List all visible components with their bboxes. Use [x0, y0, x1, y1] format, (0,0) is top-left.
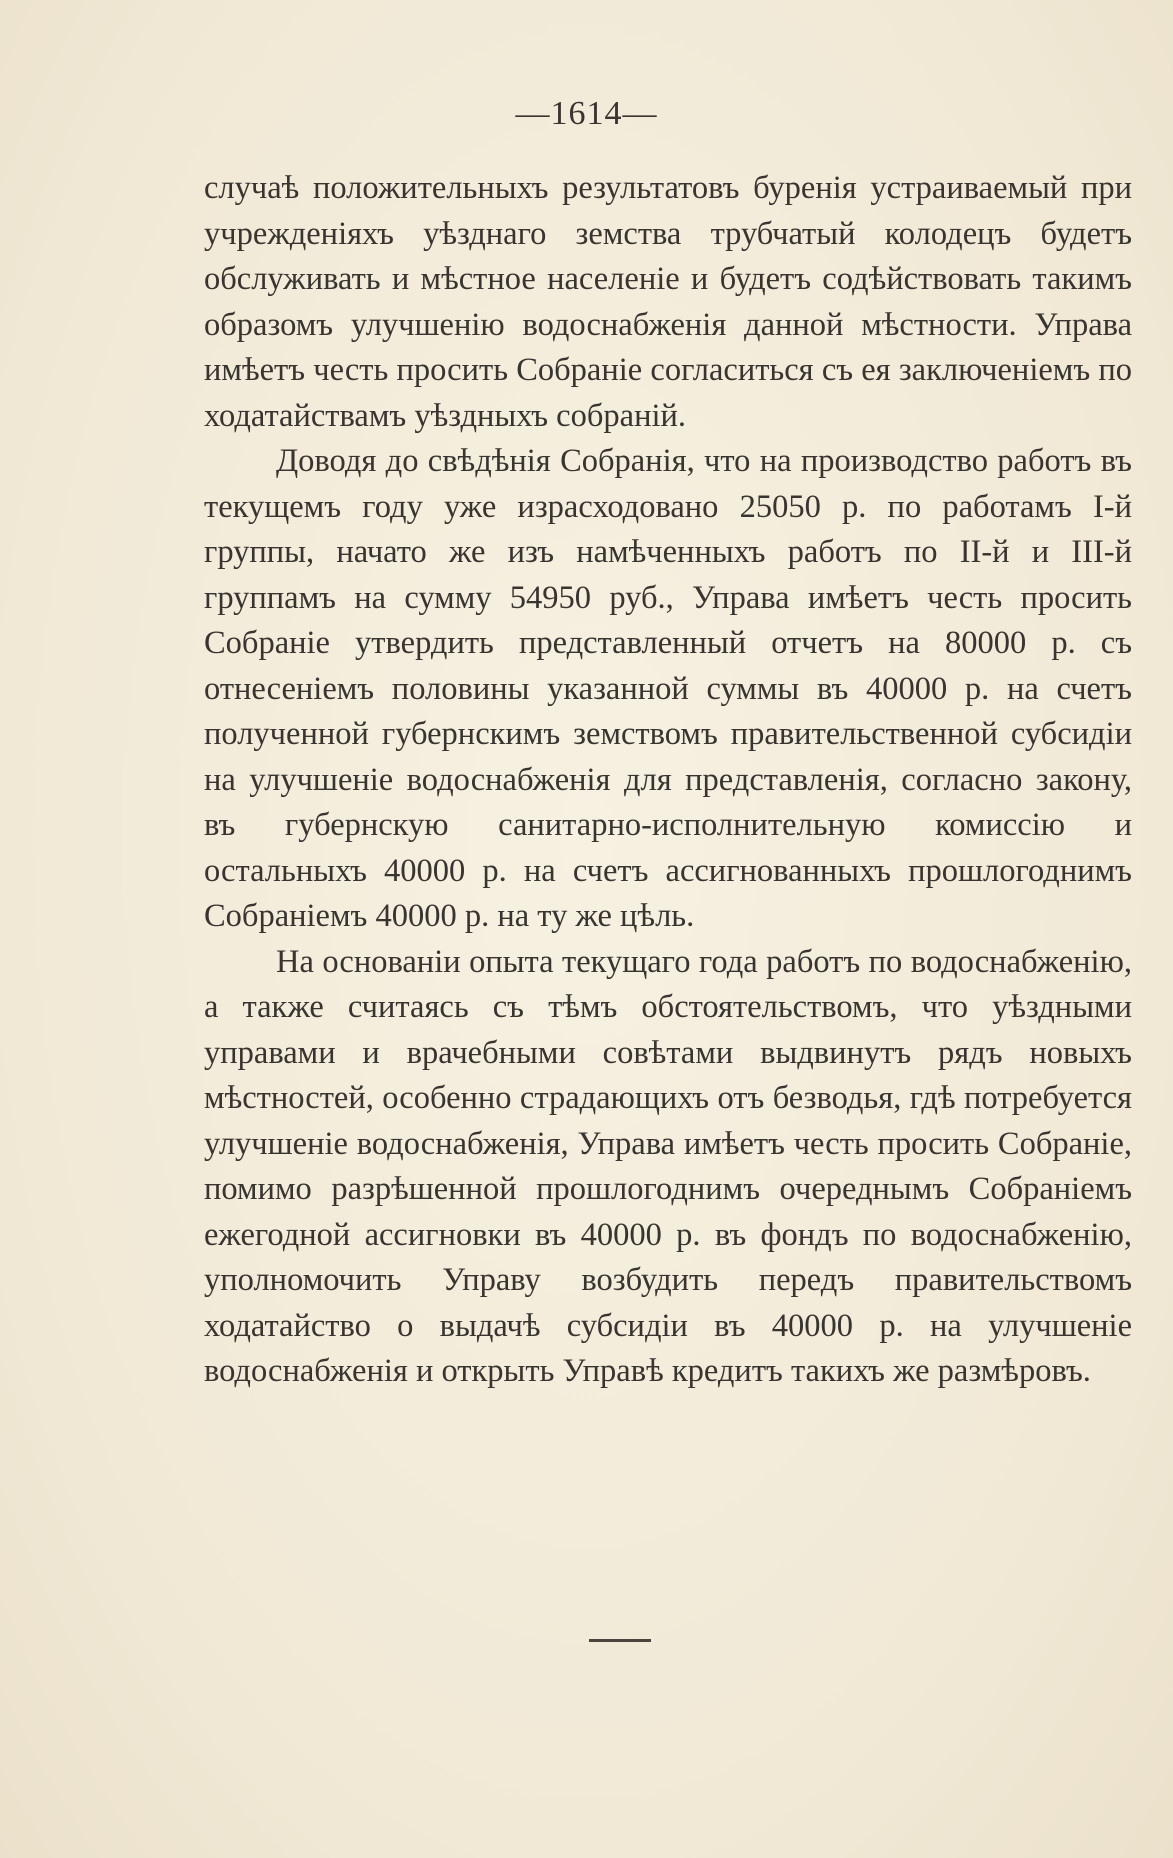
body-text — [204, 166, 1132, 1395]
page-number: —1614— — [515, 95, 658, 132]
paragraph-subsidy-request: На основаніи опыта текущаго года работъ по водоснабженію, а также считаясь съ тѣмъ обстоятельствомъ, что уѣздными управами и врачебными совѣтами выдвинутъ рядъ новыхъ мѣстностей, особенно страдающихъ отъ безводья, гдѣ потребуется улучшеніе водоснабженія, Управа имѣетъ честь просить Собраніе, помимо разрѣшенной прошлогоднимъ очереднымъ Собраніемъ ежегодной ассигновки въ 40000 р. въ фондъ по водоснабженію, уполномочить Управу возбудить передъ правительствомъ ходатайство о выдачѣ субсидіи въ 40000 р. на улучшеніе водоснабженія и открыть Управѣ кредитъ такихъ же размѣровъ. — [204, 943, 1132, 1389]
paragraph-report-approval: Доводя до свѣдѣнія Собранія, что на производство работъ въ текущемъ году уже израсходовано 25050 р. по работамъ I-й группы, начато же изъ намѣченныхъ работъ по II-й и III-й группамъ на сумму 54950 руб., Управа имѣетъ честь просить Собраніе утвердить представленный отчетъ на 80000 р. съ отнесеніемъ половины указанной суммы въ 40000 р. на счетъ полученной губернскимъ земствомъ правительственной субсидіи на улучшеніе водоснабженія для представленія, согласно закону, въ губернскую санитарно-исполнительную комиссію и остальныхъ 40000 р. на счетъ ассигнованныхъ прошлогоднимъ Собраніемъ 40000 р. на ту же цѣль. — [204, 443, 1132, 934]
closing-divider — [589, 1639, 651, 1642]
paragraph-continuation: случаѣ положительныхъ результатовъ буренія устраиваемый при учрежденіяхъ уѣзднаго земства трубчатый колодецъ будетъ обслуживать и мѣстное населеніе и будетъ содѣйствовать такимъ образомъ улучшенію водоснабженія данной мѣстности. Управа имѣетъ честь просить Собраніе согласиться съ ея заключеніемъ по ходатайствамъ уѣздныхъ собраній. — [204, 170, 1132, 434]
